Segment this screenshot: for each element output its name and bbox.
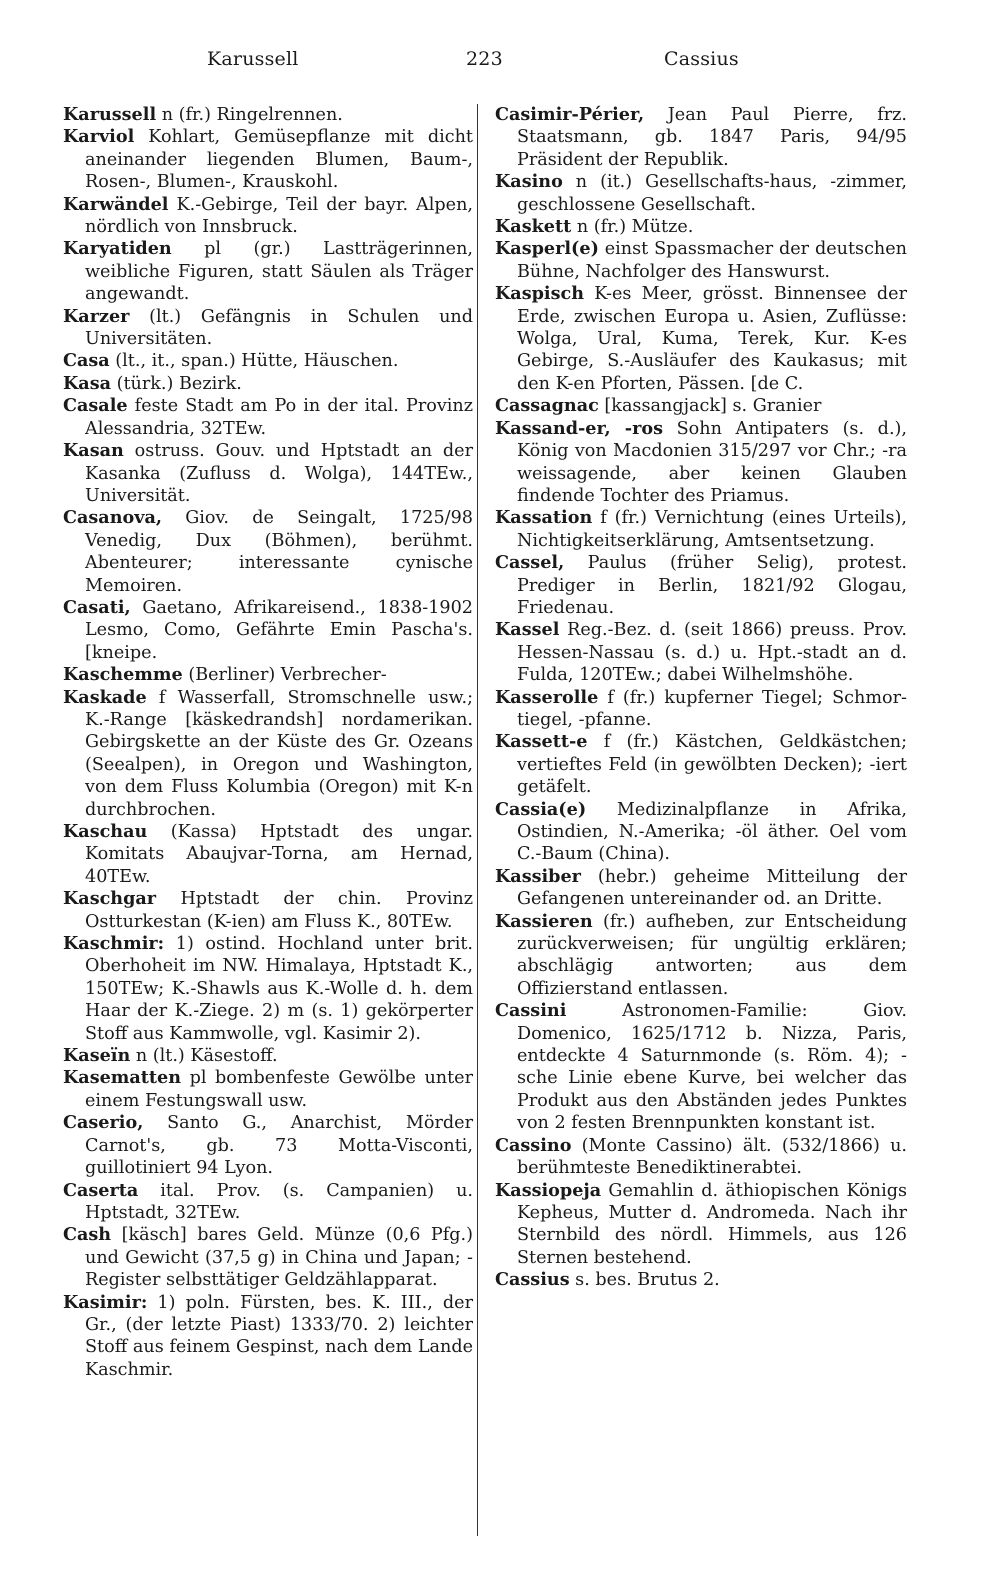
entry-definition: f Wasserfall, Stromschnelle usw.; K.-Range [käskedrandsh] nordamerikan. Gebirgskette an der Küste des Gr. Ozeans (Seealpen), in Oregon und Washington, von dem Fluss Kolumbia (Oregon) mit K-n durchbrochen. xyxy=(85,687,473,820)
header-first-entry: Karussell xyxy=(207,48,299,70)
dictionary-entry xyxy=(63,440,473,507)
dictionary-entry xyxy=(63,933,473,1045)
entry-definition: s. bes. Brutus 2. xyxy=(569,1270,720,1291)
entry-headword: Kassel xyxy=(495,619,560,641)
entry-headword: Cassius xyxy=(495,1269,570,1291)
dictionary-entry xyxy=(63,1224,473,1291)
dictionary-entry xyxy=(63,238,473,305)
entry-definition: Medizinalpflanze in Afrika, Ostindien, N.-Amerika; -öl äther. Oel vom C.-Baum (China). xyxy=(517,799,907,865)
entry-headword: Kassiber xyxy=(495,865,581,887)
entry-definition: (hebr.) geheime Mitteilung der Gefangenen untereinander od. an Dritte. xyxy=(517,866,907,910)
entry-headword: Karyatiden xyxy=(63,238,172,260)
dictionary-entry xyxy=(63,507,473,597)
entry-headword: Kassation xyxy=(495,507,593,529)
entry-headword: Karviol xyxy=(63,126,135,148)
dictionary-entry xyxy=(495,687,907,732)
entry-definition: Astronomen-Familie: Giov. Domenico, 1625/1712 b. Nizza, Paris, entdeckte 4 Saturnmonde (s. Röm. 4); -sche Linie ebene Kurve, bei welcher das Produkt aus den Abständen jedes Punktes von 2 festen Brennpunkten konstant ist. xyxy=(517,1001,907,1134)
entry-headword: Kassand-er, -ros xyxy=(495,417,663,439)
entry-definition: Giov. de Seingalt, 1725/98 Venedig, Dux (Böhmen), berühmt. Abenteurer; interessante cynische Memoiren. xyxy=(85,508,473,596)
entry-definition: [kassangjack] s. Granier xyxy=(598,396,822,417)
dictionary-entry xyxy=(63,597,473,664)
dictionary-entry xyxy=(495,552,907,619)
entry-headword: Cassia(e) xyxy=(495,798,587,820)
entry-definition: (fr.) aufheben, zur Entscheidung zurückverweisen; für ungültig erklären; abschlägig antworten; aus dem Offizierstand entlassen. xyxy=(517,911,907,999)
entry-headword: Caserta xyxy=(63,1179,139,1201)
entry-headword: Kasperl(e) xyxy=(495,238,599,260)
dictionary-entry xyxy=(495,1269,907,1291)
entry-definition: Sohn Antipaters (s. d.), König von Macdonien 315/297 vor Chr.; -ra weissagende, aber keinen Glauben findende Tochter des Priamus. xyxy=(517,418,907,506)
entry-definition: n (fr.) Ringelrennen. xyxy=(156,105,343,125)
entry-headword: Casimir-Périer, xyxy=(495,104,645,125)
dictionary-entry xyxy=(495,1180,907,1270)
entry-headword: Cash xyxy=(63,1224,112,1246)
entry-headword: Kaschemme xyxy=(63,664,183,686)
entry-definition: Kohlart, Gemüsepflanze mit dicht aneinander liegenden Blumen, Baum-, Rosen-, Blumen-, Krauskohl. xyxy=(85,127,473,193)
columns xyxy=(63,104,963,1564)
entry-definition: pl bombenfeste Gewölbe unter einem Festungswall usw. xyxy=(85,1068,473,1111)
entry-headword: Kaschgar xyxy=(63,888,157,910)
entry-headword: Caserio, xyxy=(63,1112,144,1134)
running-head xyxy=(0,48,1000,78)
entry-headword: Casale xyxy=(63,395,128,417)
entry-headword: Kaskett xyxy=(495,216,572,238)
dictionary-entry xyxy=(63,1292,473,1382)
right-column xyxy=(495,104,907,1292)
entry-definition: f (fr.) kupferner Tiegel; Schmor-tiegel, -pfanne. xyxy=(517,687,907,730)
entry-headword: Kasino xyxy=(495,171,563,193)
dictionary-entry xyxy=(63,1067,473,1112)
dictionary-entry xyxy=(495,619,907,686)
entry-headword: Kaskade xyxy=(63,686,147,708)
entry-definition: (Kassa) Hptstadt des ungar. Komitats Abaujvar-Torna, am Hernad, 40TEw. xyxy=(85,822,473,887)
entry-definition: n (it.) Gesellschafts-haus, -zimmer, geschlossene Gesellschaft. xyxy=(517,172,907,215)
entry-definition: n (fr.) Mütze. xyxy=(571,217,694,238)
dictionary-entry xyxy=(495,1000,907,1134)
entry-definition: (Monte Cassino) ält. (532/1866) u. berühmteste Benediktinerabtei. xyxy=(517,1135,907,1179)
dictionary-entry xyxy=(63,350,473,372)
entry-headword: Kaschmir: xyxy=(63,933,165,955)
entry-definition: f (fr.) Kästchen, Geldkästchen; vertieftes Feld (in gewölbten Decken); -iert getäfelt. xyxy=(517,732,907,798)
dictionary-entry xyxy=(63,194,473,239)
dictionary-entry xyxy=(495,911,907,1001)
entry-headword: Kaseïn xyxy=(63,1045,131,1067)
entry-headword: Kasimir: xyxy=(63,1291,148,1313)
entry-definition: Reg.-Bez. d. (seit 1866) preuss. Prov. Hessen-Nassau (s. d.) u. Hpt.-stadt an d. Fulda, 120TEw.; dabei Wilhelmshöhe. xyxy=(517,620,907,686)
entry-headword: Karussell xyxy=(63,104,157,125)
entry-headword: Kaspisch xyxy=(495,283,584,305)
entry-definition: (türk.) Bezirk. xyxy=(111,373,242,394)
entry-definition: f (fr.) Vernichtung (eines Urteils), Nichtigkeitserklärung, Amtsentsetzung. xyxy=(517,508,907,551)
dictionary-entry xyxy=(495,1135,907,1180)
dictionary-entry xyxy=(495,238,907,283)
entry-definition: ostruss. Gouv. und Hptstadt an der Kasanka (Zufluss d. Wolga), 144TEw., Universität. xyxy=(85,441,473,506)
entry-definition: Santo G., Anarchist, Mörder Carnot's, gb. 73 Motta-Visconti, guillotiniert 94 Lyon. xyxy=(85,1113,473,1179)
dictionary-entry xyxy=(495,507,907,552)
dictionary-entry xyxy=(63,373,473,395)
dictionary-entry xyxy=(63,104,473,126)
dictionary-entry xyxy=(495,866,907,911)
entry-definition: K.-Gebirge, Teil der bayr. Alpen, nördlich von Innsbruck. xyxy=(85,194,473,238)
entry-headword: Kaschau xyxy=(63,821,148,842)
entry-definition: (Berliner) Verbrecher- xyxy=(182,665,387,686)
entry-headword: Cassini xyxy=(495,1000,567,1022)
dictionary-entry xyxy=(495,171,907,216)
entry-headword: Kasserolle xyxy=(495,686,599,708)
dictionary-entry xyxy=(63,687,473,821)
entry-headword: Casati, xyxy=(63,596,131,618)
entry-definition: 1) poln. Fürsten, bes. K. III., der Gr., (der letzte Piast) 1333/70. 2) leichter Stoff aus feinem Gespinst, nach dem Lande Kaschmir. xyxy=(85,1292,473,1380)
dictionary-entry xyxy=(63,395,473,440)
entry-headword: Karzer xyxy=(63,305,130,327)
dictionary-entry xyxy=(495,799,907,866)
entry-definition: 1) ostind. Hochland unter brit. Oberhoheit im NW. Himalaya, Hptstadt K., 150TEw; K.-Shawls aus K.-Wolle d. h. dem Haar der K.-Ziege. 2) m (s. 1) gekörperter Stoff aus Kammwolle, vgl. Kasimir 2). xyxy=(85,934,473,1044)
entry-definition: ital. Prov. (s. Campanien) u. Hptstadt, 32TEw. xyxy=(85,1180,473,1223)
entry-definition: (lt.) Gefängnis in Schulen und Universitäten. xyxy=(85,306,473,350)
entry-headword: Kassiopeja xyxy=(495,1179,602,1201)
entry-definition: Gaetano, Afrikareisend., 1838-1902 Lesmo, Como, Gefährte Emin Pascha's. [kneipe. xyxy=(85,597,473,663)
entry-definition: Gemahlin d. äthiopischen Königs Kepheus, Mutter d. Andromeda. Nach ihr Sternbild des nördl. Himmels, aus 126 Sternen bestehend. xyxy=(517,1180,907,1268)
entry-definition: K-es Meer, grösst. Binnensee der Erde, zwischen Europa u. Asien, Zuflüsse: Wolga, Ural, Kuma, Terek, Kur. K-es Gebirge, S.-Ausläufer des Kaukasus; mit den K-en Pforten, Pässen. [de C. xyxy=(517,284,907,394)
entry-headword: Kassett-e xyxy=(495,731,588,753)
entry-definition: Hptstadt der chin. Provinz Ostturkestan (K-ien) am Fluss K., 80TEw. xyxy=(85,889,473,932)
entry-definition: (lt., it., span.) Hütte, Häuschen. xyxy=(109,351,399,372)
dictionary-entry xyxy=(63,664,473,686)
entry-headword: Kasa xyxy=(63,372,111,394)
left-column xyxy=(63,104,473,1381)
dictionary-entry xyxy=(495,283,907,395)
dictionary-entry xyxy=(63,1112,473,1179)
entry-definition: Jean Paul Pierre, frz. Staatsmann, gb. 1847 Paris, 94/95 Präsident der Republik. xyxy=(517,105,907,170)
entry-headword: Karwändel xyxy=(63,193,169,215)
dictionary-entry xyxy=(495,216,907,238)
dictionary-entry xyxy=(63,306,473,351)
entry-definition: Paulus (früher Selig), protest. Prediger in Berlin, 1821/92 Glogau, Friedenau. xyxy=(517,553,907,618)
entry-headword: Kasematten xyxy=(63,1067,182,1089)
entry-definition: einst Spassmacher der deutschen Bühne, Nachfolger des Hanswurst. xyxy=(517,239,907,282)
dictionary-entry xyxy=(495,418,907,508)
entry-headword: Kassieren xyxy=(495,910,593,932)
dictionary-entry xyxy=(63,821,473,888)
header-last-entry: Cassius xyxy=(664,48,739,70)
entry-headword: Cassel, xyxy=(495,552,565,574)
dictionary-entry xyxy=(495,104,907,171)
dictionary-entry xyxy=(63,888,473,933)
entry-headword: Cassino xyxy=(495,1134,572,1156)
entry-definition: pl (gr.) Lastträgerinnen, weibliche Figuren, statt Säulen als Träger angewandt. xyxy=(85,239,473,305)
entry-definition: feste Stadt am Po in der ital. Provinz Alessandria, 32TEw. xyxy=(85,396,473,439)
entry-definition: [käsch] bares Geld. Münze (0,6 Pfg.) und Gewicht (37,5 g) in China und Japan; -Register selbsttätiger Geldzählapparat. xyxy=(85,1225,473,1291)
dictionary-entry xyxy=(63,126,473,193)
entry-definition: n (lt.) Käsestoff. xyxy=(130,1046,278,1067)
page-number: 223 xyxy=(466,48,503,70)
dictionary-entry xyxy=(495,731,907,798)
entry-headword: Cassagnac xyxy=(495,395,599,417)
entry-headword: Casa xyxy=(63,350,110,372)
dictionary-entry xyxy=(495,395,907,417)
entry-headword: Kasan xyxy=(63,440,124,462)
dictionary-entry xyxy=(63,1045,473,1067)
dictionary-entry xyxy=(63,1180,473,1225)
entry-headword: Casanova, xyxy=(63,507,162,529)
